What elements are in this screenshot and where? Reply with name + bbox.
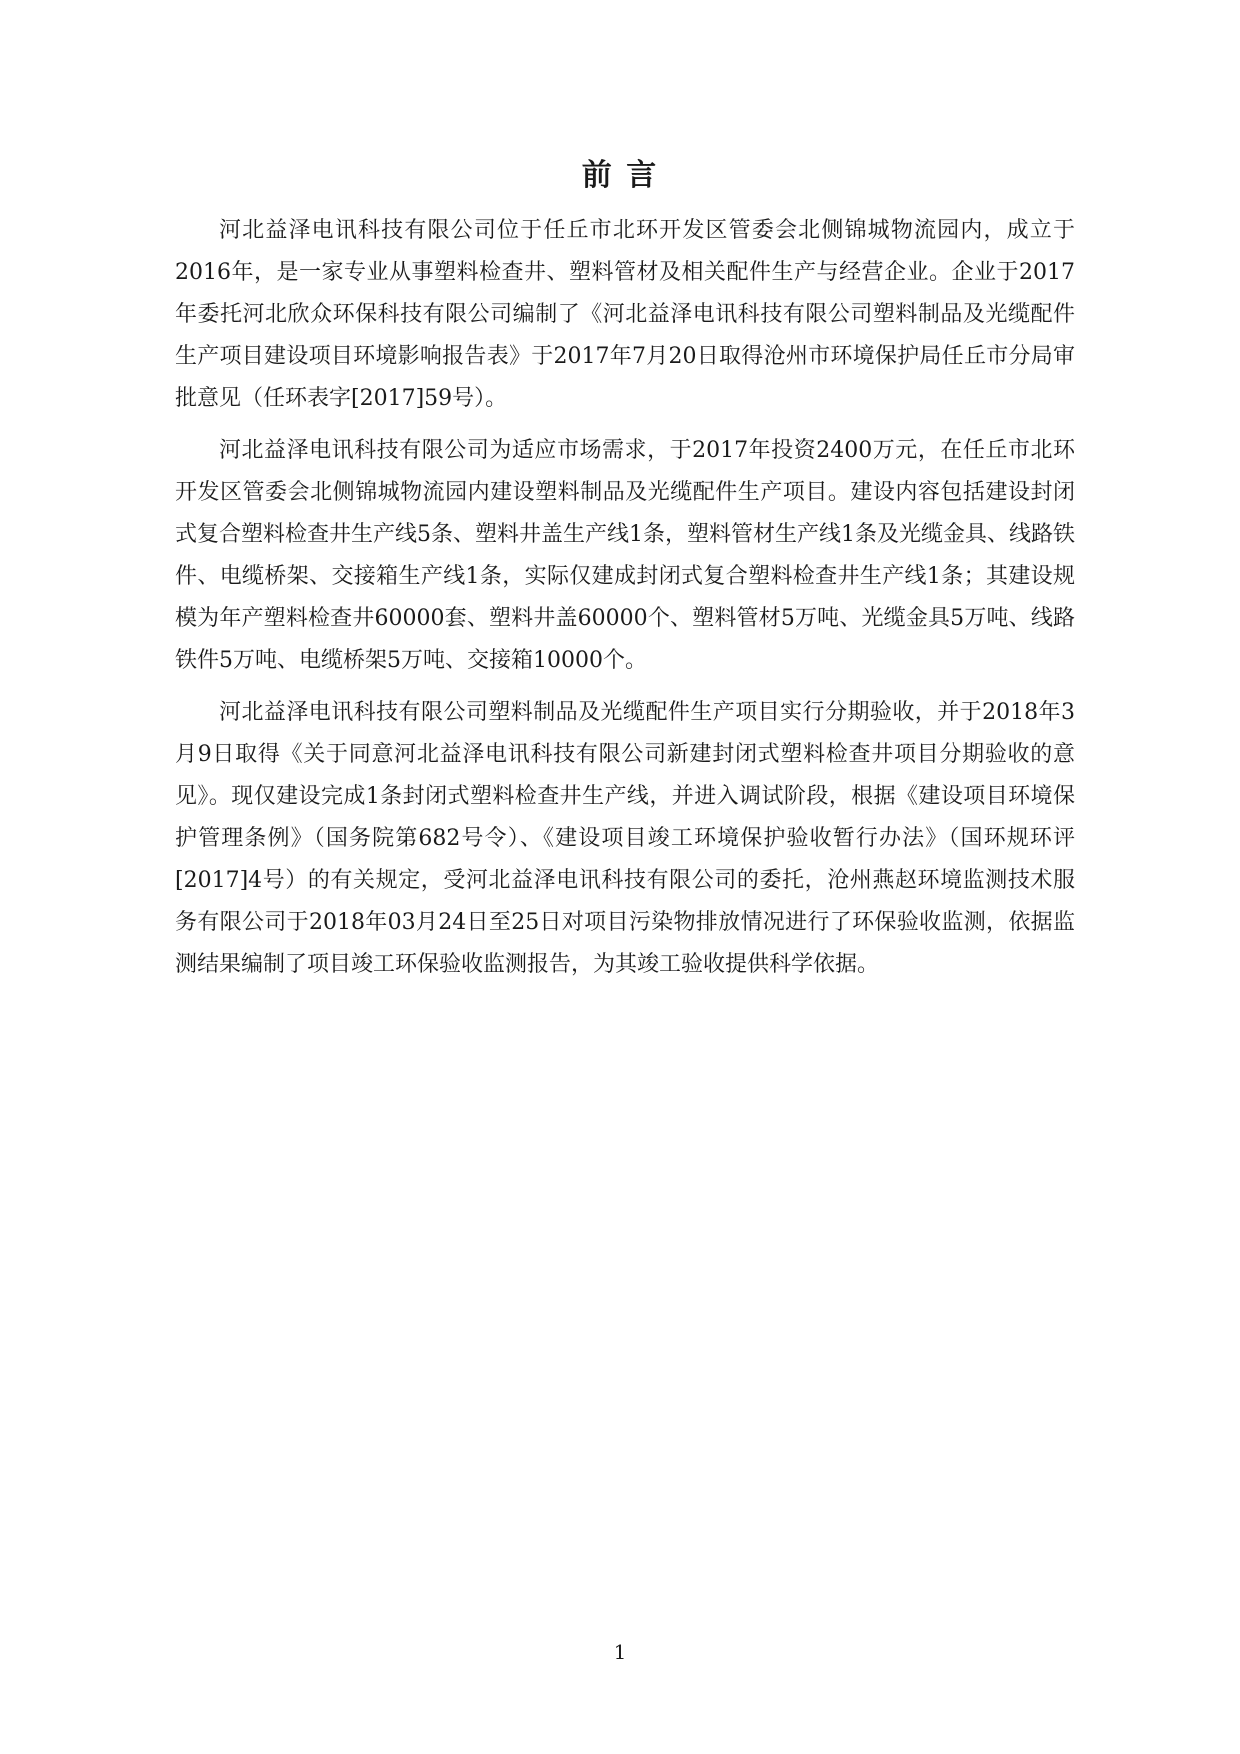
- document-body: [175, 210, 1075, 996]
- paragraph-2: 河北益泽电讯科技有限公司为适应市场需求，于2017年投资2400万元，在任丘市北环开发区管委会北侧锦城物流园内建设塑料制品及光缆配件生产项目。建设内容包括建设封闭式复合塑料检查井生产线5条、塑料井盖生产线1条，塑料管材生产线1条及光缆金具、线路铁件、电缆桥架、交接箱生产线1条，实际仅建成封闭式复合塑料检查井生产线1条；其建设规模为年产塑料检查井60000套、塑料井盖60000个、塑料管材5万吨、光缆金具5万吨、线路铁件5万吨、电缆桥架5万吨、交接箱10000个。: [175, 438, 1075, 673]
- page-title: 前 言: [581, 158, 659, 193]
- page-number: 1: [613, 1640, 627, 1664]
- paragraph-3: 河北益泽电讯科技有限公司塑料制品及光缆配件生产项目实行分期验收，并于2018年3月9日取得《关于同意河北益泽电讯科技有限公司新建封闭式塑料检查井项目分期验收的意见》。现仅建设完成1条封闭式塑料检查井生产线，并进入调试阶段，根据《建设项目环境保护管理条例》（国务院第682号令）、《建设项目竣工环境保护验收暂行办法》（国环规环评[2017]4号）的有关规定，受河北益泽电讯科技有限公司的委托，沧州燕赵环境监测技术服务有限公司于2018年03月24日至25日对项目污染物排放情况进行了环保验收监测，依据监测结果编制了项目竣工环保验收监测报告，为其竣工验收提供科学依据。: [175, 700, 1075, 977]
- paragraph-1: 河北益泽电讯科技有限公司位于任丘市北环开发区管委会北侧锦城物流园内，成立于2016年，是一家专业从事塑料检查井、塑料管材及相关配件生产与经营企业。企业于2017年委托河北欣众环保科技有限公司编制了《河北益泽电讯科技有限公司塑料制品及光缆配件生产项目建设项目环境影响报告表》于2017年7月20日取得沧州市环境保护局任丘市分局审批意见（任环表字[2017]59号）。: [175, 218, 1075, 411]
